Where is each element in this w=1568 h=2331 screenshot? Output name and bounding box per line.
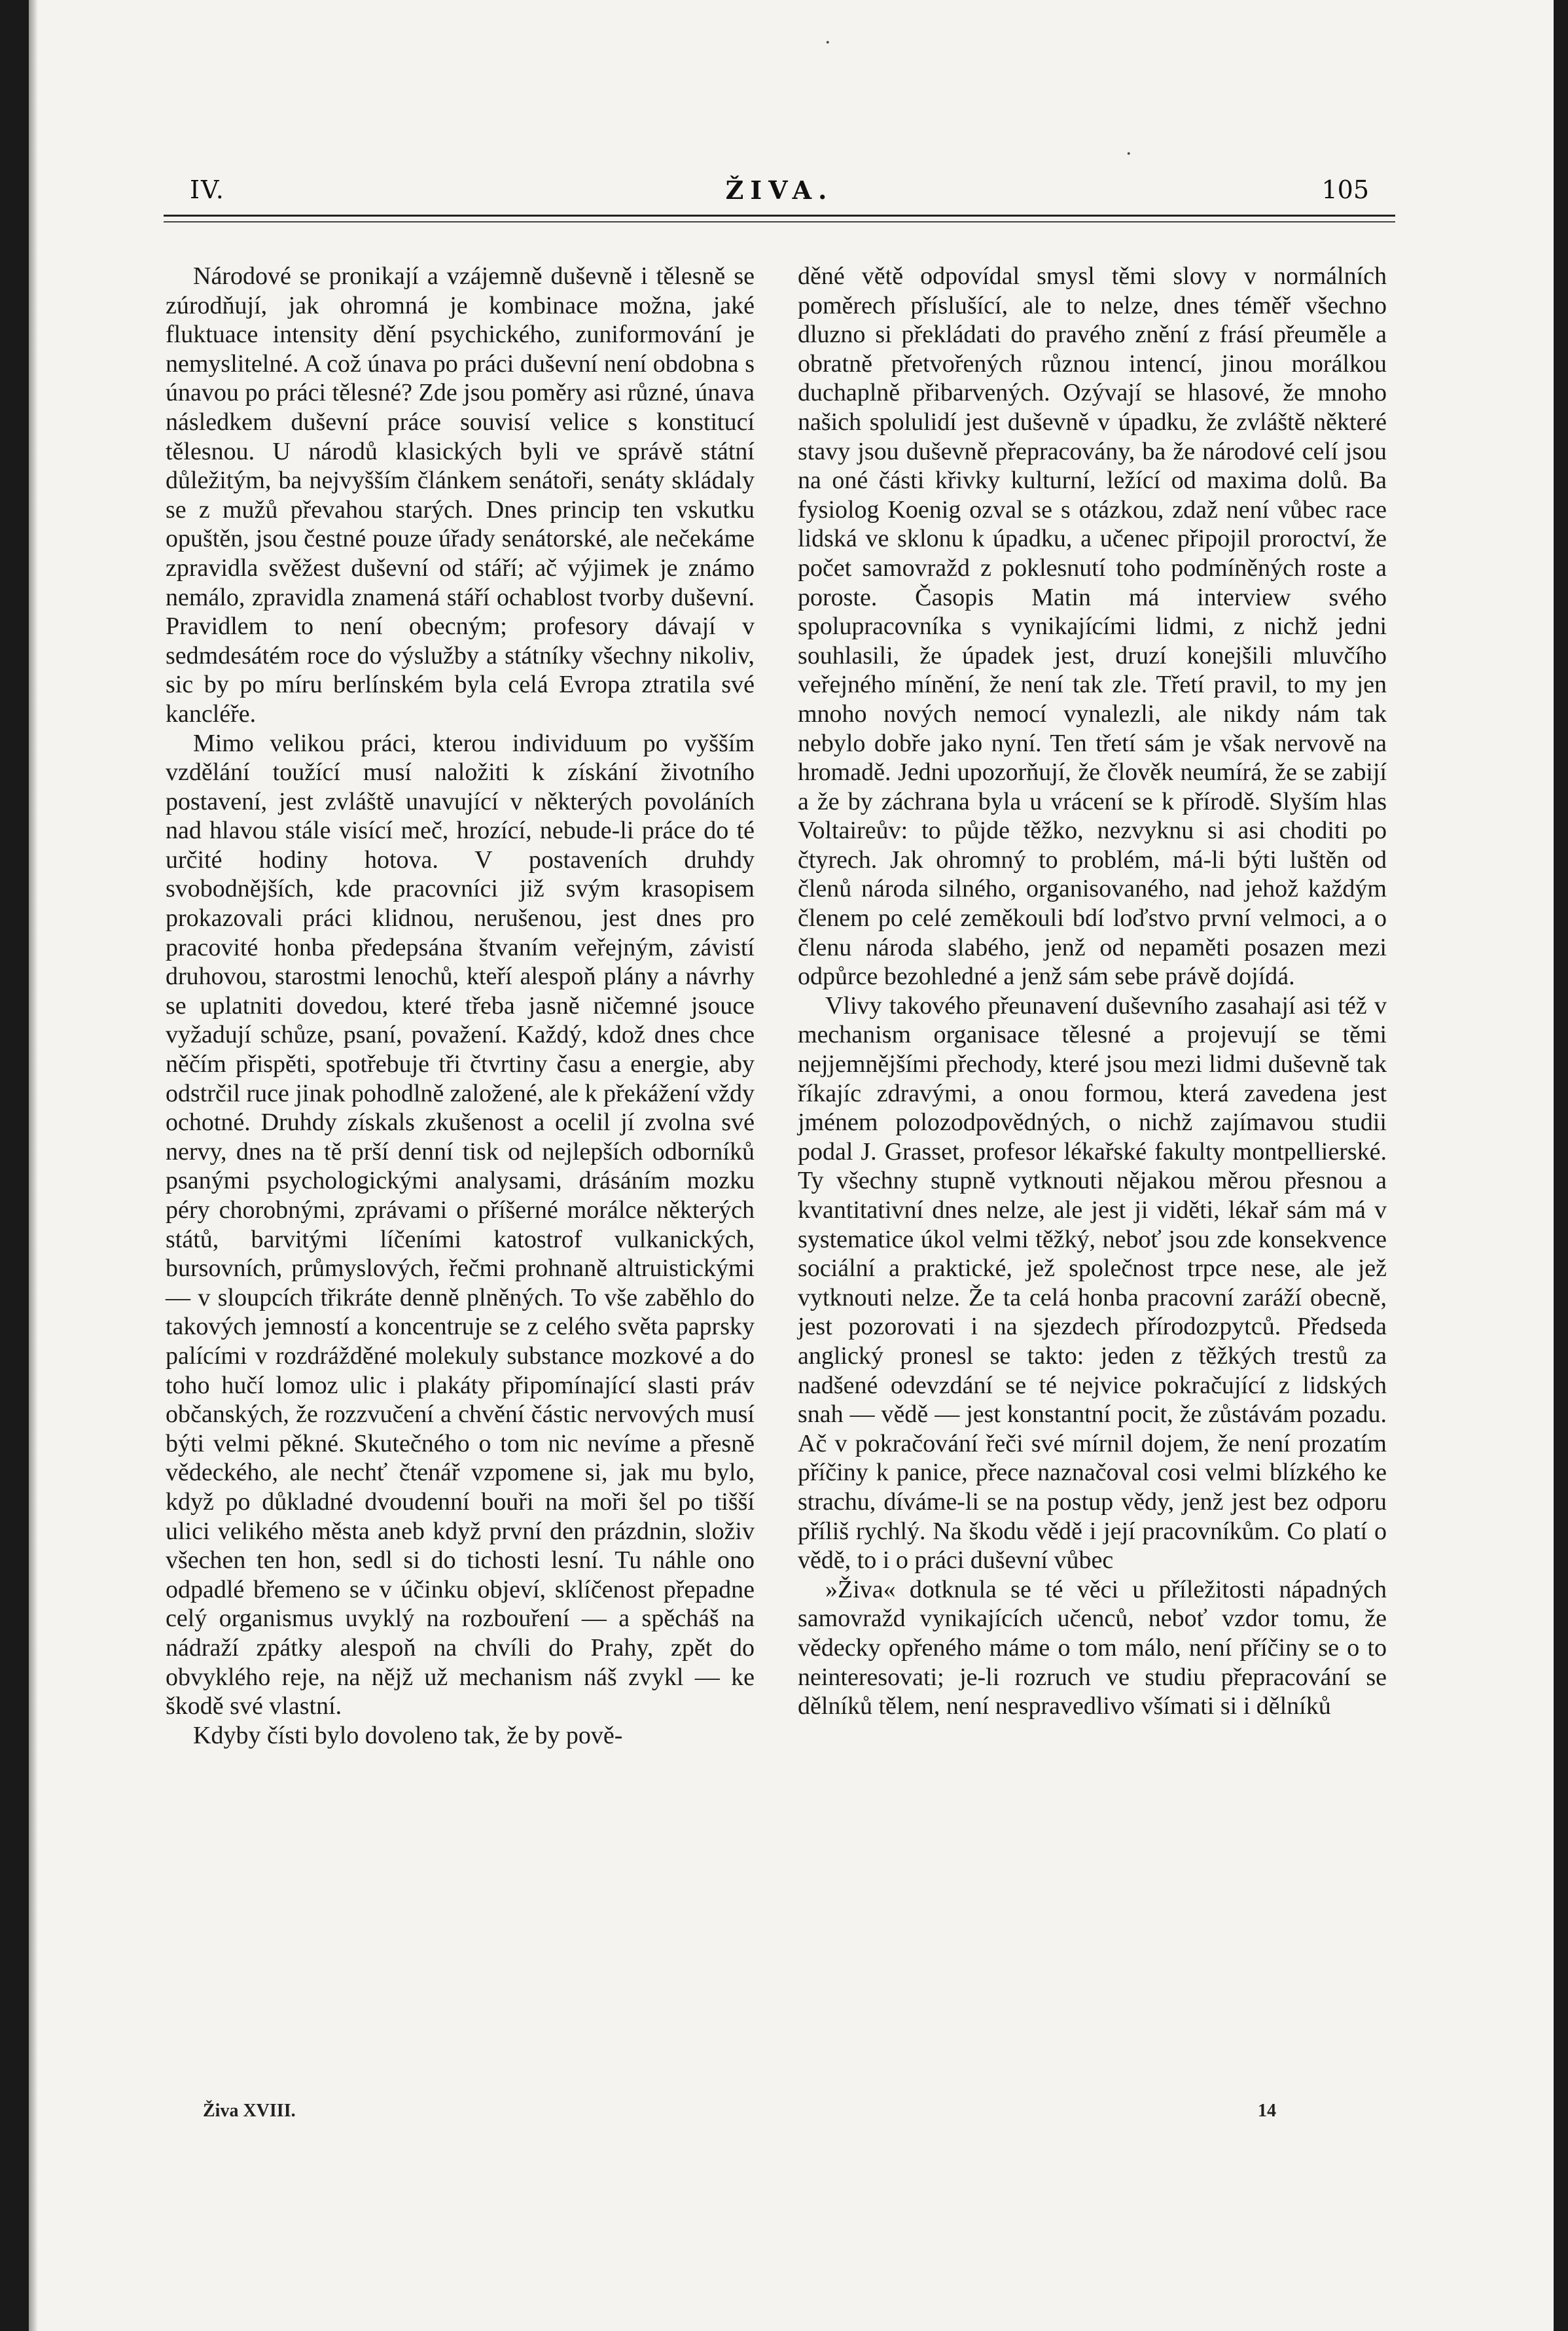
text-column-left [166,262,755,1750]
journal-title: ŽIVA. [725,175,834,205]
running-header [190,175,1369,215]
signature-mark: Živa XVIII. [203,2101,296,2121]
text-column-right [798,262,1387,1721]
paragraph: »Živa« dotknula se té věci u příležitosti nápadných samovražd vynikajících učenců, neboť vzdor tomu, že vědecky opřeného máme o tom málo, není příčiny se o to neinteresovati; je-li rozruch ve studiu přepracování se dělníků tělem, není nespravedlivo všímati si i dělníků [798,1575,1387,1720]
paragraph: děné větě odpovídal smysl těmi slovy v normálních poměrech příslušící, ale to nelze, dnes téměř všechno dluzno si překládati do pravého znění z frásí přeuměle a obratně přetvořených různou intencí, jinou morálkou duchaplně přibarvených. Ozývají se hlasové, že mnoho našich spolulidí jest duševně v úpadku, že zvláště některé stavy jsou duševně přepracovány, ba že národové celí jsou na oné části křivky kulturní, ležící od maxima dolů. Ba fysiolog Koenig ozval se s otázkou, zdaž není vůbec race lidská ve sklonu k úpadku, a učenec připojil proroctví, že počet samovražd z poklesnutí toho podmíněných roste a poroste. Časopis Matin má interview svého spolupracovníka s vynikajícími lidmi, z nichž jedni souhlasili, že úpadek jest, druzí konejšili mluvčího veřejného mínění, že není tak zle. Třetí pravil, to my jen mnoho nových nemocí vynalezli, ale nikdy nám tak nebylo dobře jako nyní. Ten třetí sám je však nervově na hromadě. Jedni upozorňují, že člověk neumírá, že se zabijí a že by záchrana byla u vrácení se k přírodě. Slyším hlas Voltaireův: to půjde těžko, nezvyknu si asi choditi po čtyrech. Jak ohromný to problém, má-li býti luštěn od členů národa silného, organisovaného, nad jehož každým členem po celé zeměkouli bdí loďstvo první velmoci, a o členu národa slabého, jenž od nepaměti posazen mezi odpůrce bezohledné a jenž sám sebe právě dojídá. [798,262,1387,991]
paragraph: Mimo velikou práci, kterou individuum po vyšším vzdělání toužící musí naložiti k získání životního postavení, jest zvláště unavující v některých povoláních nad hlavou stále visící meč, hrozící, nebude-li práce do té určité hodiny hotova. V postaveních druhdy svobodnějších, kde pracovníci již svým krasopisem prokazovali práci klidnou, nerušenou, jest dnes pro pracovité honba předepsána štvaním veřejným, závistí druhovou, starostmi lenochů, kteří alespoň plány a návrhy se uplatniti dovedou, které třeba jasně ničemné jsouce vyžadují schůze, psaní, považení. Každý, kdož dnes chce něčím přispěti, spotřebuje tři čtvrtiny času a energie, aby odstrčil ruce jinak pohodlně založené, ale k překážení vždy ochotné. Druhdy získals zkušenost a ocelil jí zvolna své nervy, dnes na tě prší denní tisk od nejlepších odborníků psanými psychologickými analysami, drásáním mozku péry chorobnými, zprávami o příšerné morálce některých států, barvitými líčeními katostrof vulkanických, bursovních, průmyslových, řečmi prohnaně altruistickými — v sloupcích třikráte denně plněných. To vše zaběhlo do takových jemností a koncentruje se z celého světa paprsky palícími v rozdrážděné molekuly substance mozkové a do toho hučí lomoz ulic i plakáty připomínající slasti práv občanských, že rozzvučení a chvění částic nervových musí býti velmi pěkné. Skutečného o tom nic nevíme a přesně vědeckého, ale nechť čtenář vzpomene si, jak mu bylo, když po důkladné dvoudenní bouři na moři šel po tišší ulici velikého města aneb když první den prázdnin, složiv všechen ten hon, sedl si do tichosti lesní. Tu náhle ono odpadlé břemeno se v účinku objeví, sklíčenost přepadne celý organismus uvyklý na rozbouření — a spěcháš na nádraží zpátky alespoň na chvíli do Prahy, zpět do obvyklého reje, na nějž už mechanism náš zvykl — ke škodě své vlastní. [166,729,755,1720]
paragraph: Vlivy takového přeunavení duševního zasahají asi též v mechanism organisace tělesné a projevují se těmi nejjemnějšími přechody, které jsou mezi lidmi duševně tak říkajíc zdravými, a onou formou, která zavedena jest jménem polozodpovědných, o nichž zajímavou studii podal J. Grasset, profesor lékařské fakulty montpellierské. Ty všechny stupně vytknouti nějakou měrou přesnou a kvantitativní dnes nelze, ale jest ji viděti, lékař sám má v systematice úkol velmi těžký, neboť jsou zde konsekvence sociální a praktické, jež společnost trpce nese, ale jež vytknouti nelze. Že ta celá honba pracovní zaráží obecně, jest pozorovati i na sjezdech přírodozpytců. Předseda anglický pronesl se takto: jeden z těžkých trestů za nadšené odevzdání se té nejvice pokračující z lidských snah — vědě — jest konstantní pocit, že zůstávám pozadu. Ač v pokračování řeči své mírnil dojem, že není prozatím příčiny k panice, přece naznačoval cosi velmi blízkého ke strachu, díváme-li se na postup vědy, jenž jest bez odporu příliš rychlý. Na škodu vědě i její pracovníkům. Co platí o vědě, to i o práci duševní vůbec [798,991,1387,1575]
scan-speck: · [825,31,831,54]
paragraph: Kdyby čísti bylo dovoleno tak, že by pově- [193,1721,623,1749]
scan-speck: · [1126,143,1132,166]
binding-edge-shadow [29,0,38,2331]
volume-number: IV. [190,175,225,204]
paragraph: Národové se pronikají a vzájemně duševně i tělesně se zúrodňují, jak ohromná je kombinace možna, jaké fluktuace intensity dění psychického, zuniformování je nemyslitelné. A což únava po práci duševní není obdobna s únavou po práci tělesné? Zde jsou poměry asi různé, únava následkem duševní práce souvisí velice s konstitucí tělesnou. U národů klasických byli ve správě státní důležitým, ba nejvyšším článkem senátoři, senáty skládaly se z mužů převahou starých. Dnes princip ten vskutku opuštěn, jsou čestné pouze úřady senátorské, ale nečekáme zpravidla svěžest duševní od stáří; ač výjimek je známo nemálo, zpravidla znamená stáří ochablost tvorby duševní. Pravidlem to není obecným; profesory dávají v sedmdesátém roce do výslužby a státníky všechny nikoliv, sic by po míru berlínském byla celá Evropa ztratila své kancléře. [166,262,755,728]
sheet-number: 14 [1258,2101,1276,2121]
header-rule-thin [164,221,1395,222]
header-rule [164,215,1395,217]
page-number: 105 [1321,175,1369,204]
